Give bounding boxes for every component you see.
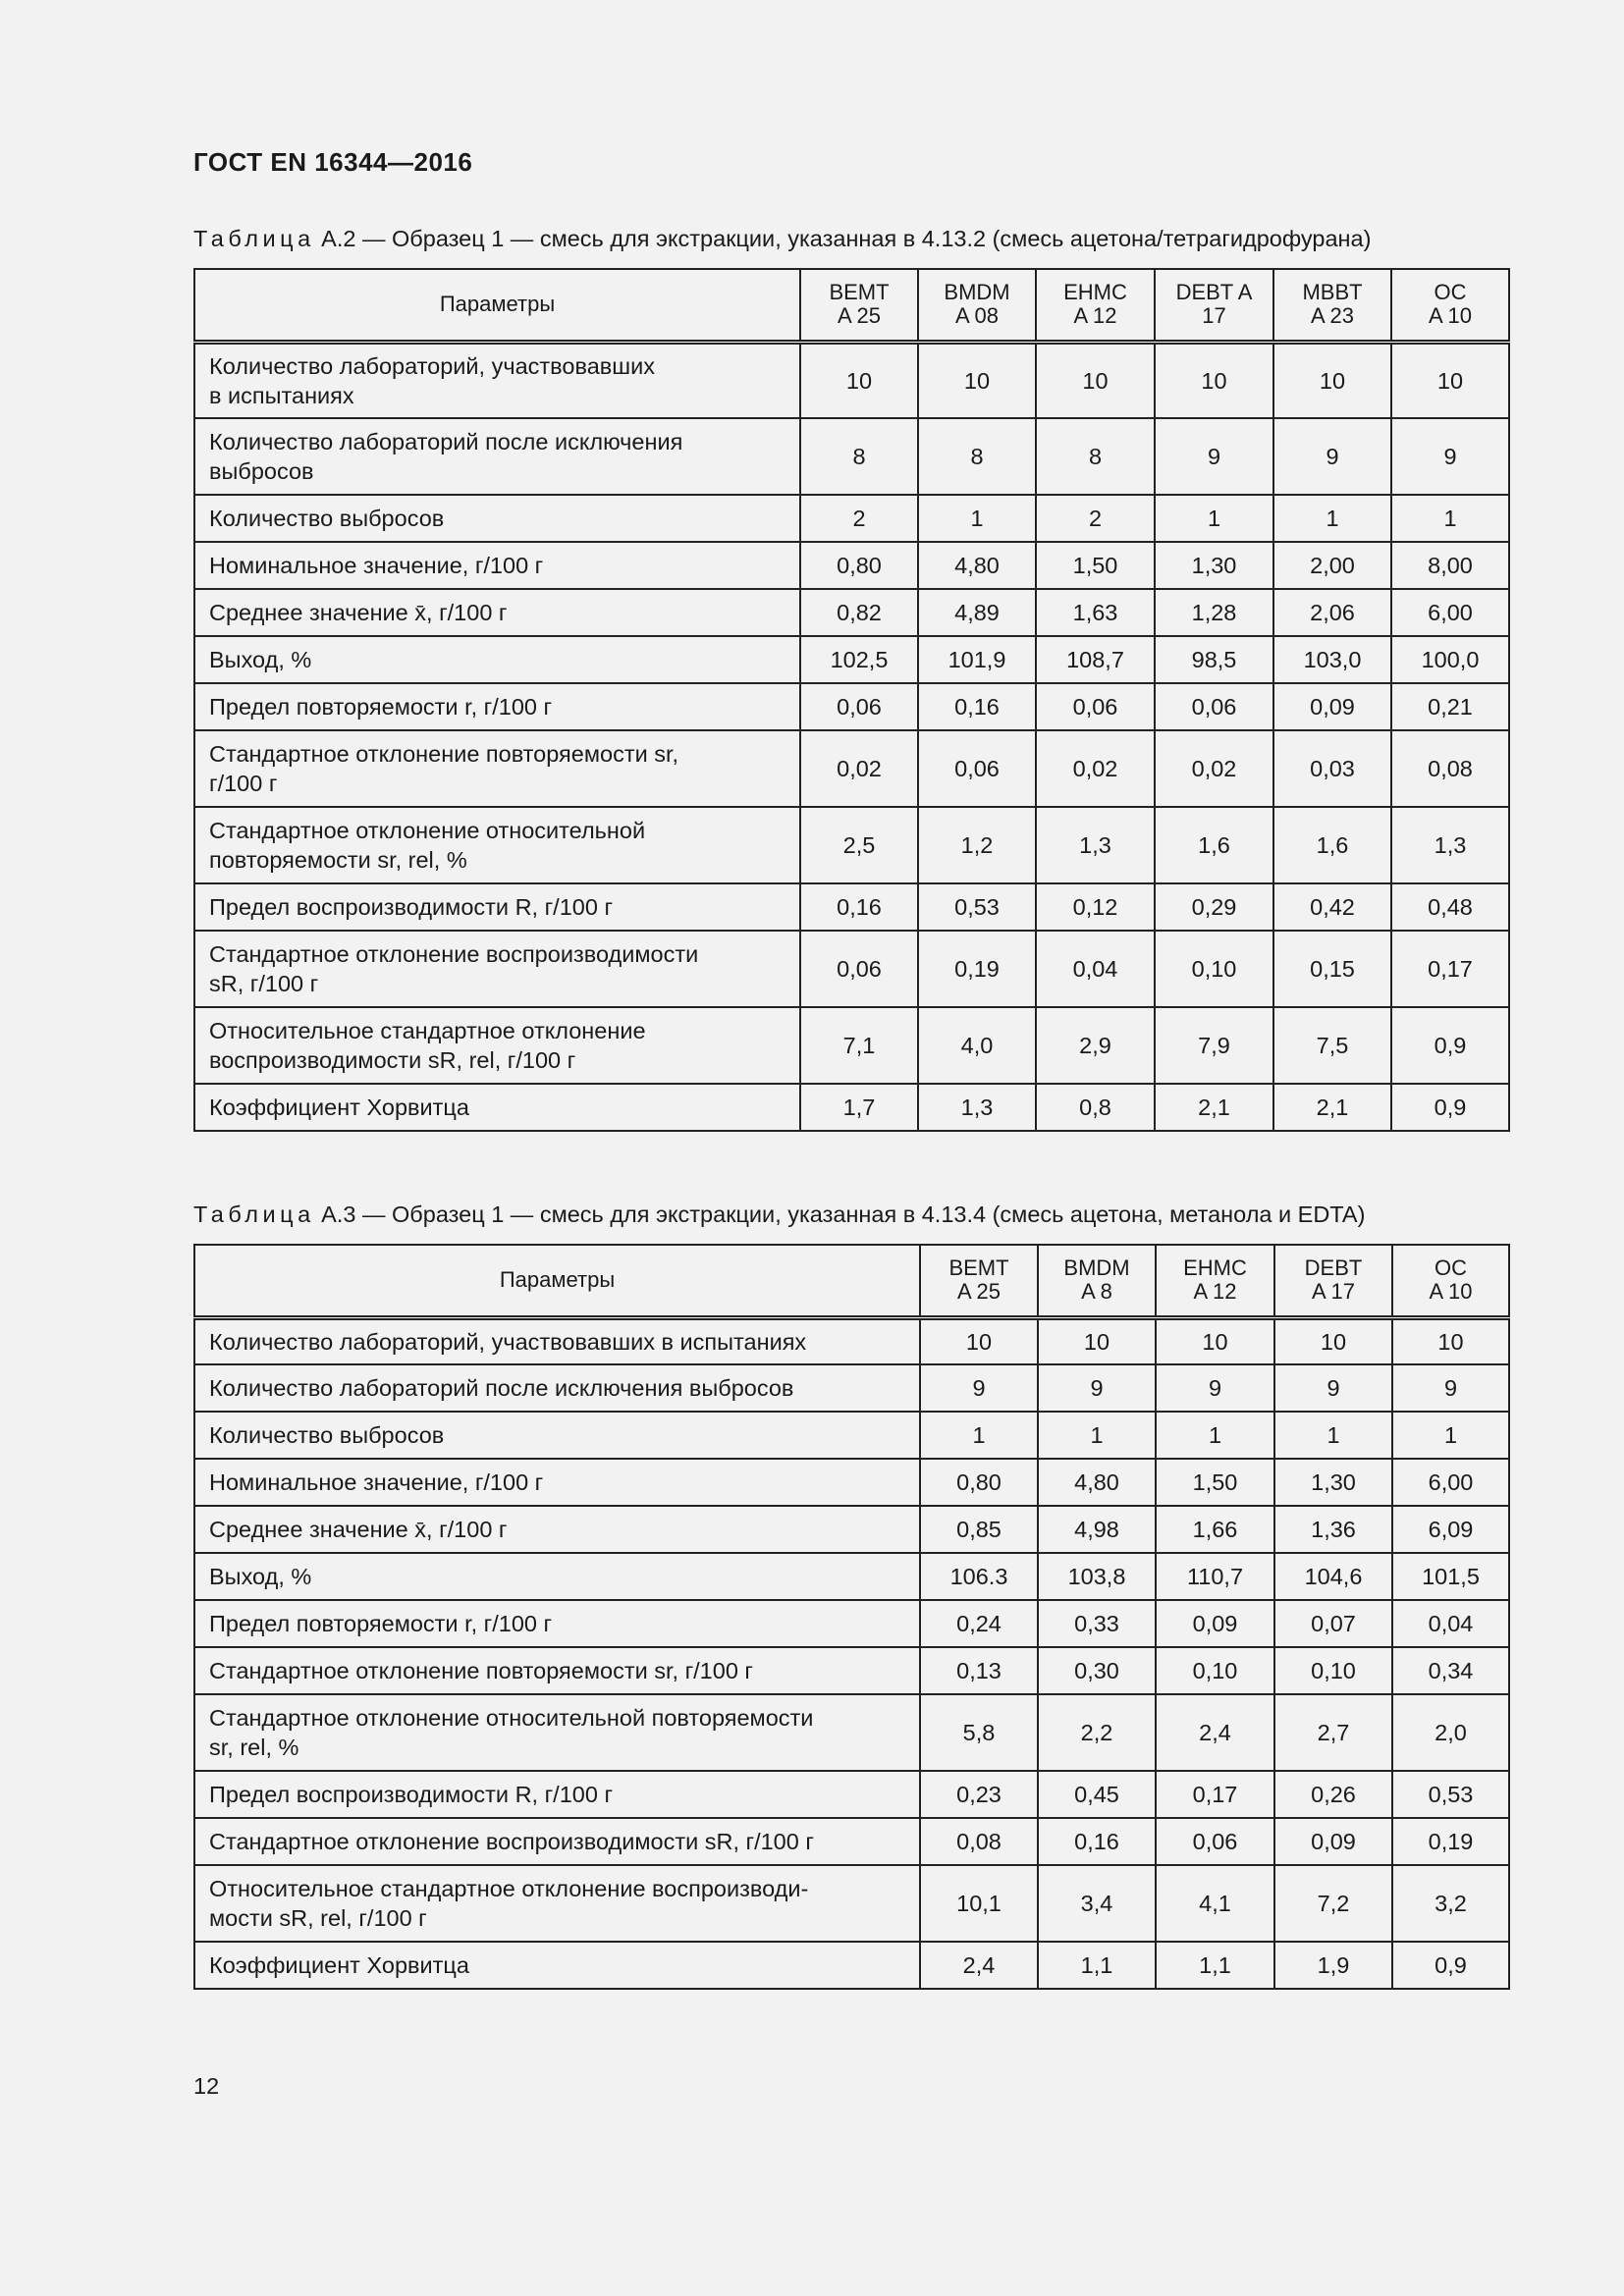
value-cell: 0,9 xyxy=(1391,1007,1509,1084)
column-header xyxy=(1155,269,1273,342)
value-cell: 0,17 xyxy=(1391,931,1509,1007)
value-cell: 2,0 xyxy=(1392,1694,1509,1771)
parameter-label-continued: воспроизводимости sR, rel, г/100 г xyxy=(209,1047,576,1073)
parameter-label: Относительное стандартное отклонение xyxy=(209,1018,646,1043)
column-header-code: A 25 xyxy=(956,1279,1001,1305)
parameter-cell xyxy=(194,1364,920,1412)
parameter-label: Среднее значение x̄, г/100 г xyxy=(209,1517,508,1542)
parameter-label: Количество лабораторий после исключения xyxy=(209,429,683,454)
value-cell: 0,12 xyxy=(1036,883,1155,931)
parameter-label: Количество лабораторий, участвовавших xyxy=(209,352,655,379)
value-cell: 10 xyxy=(920,1317,1038,1364)
table-row xyxy=(194,1865,1509,1942)
value-cell: 1,6 xyxy=(1155,807,1273,883)
document-header: ГОСТ EN 16344—2016 xyxy=(193,147,473,177)
column-header xyxy=(1274,1245,1392,1317)
parameter-label: Предел воспроизводимости R, г/100 г xyxy=(209,1782,614,1807)
value-cell: 0,9 xyxy=(1392,1942,1509,1989)
value-cell: 0,45 xyxy=(1038,1771,1156,1818)
parameter-label: Количество лабораторий, участвовавших в испытаниях xyxy=(209,1328,807,1355)
value-cell: 1,3 xyxy=(1391,807,1509,883)
value-cell: 0,15 xyxy=(1273,931,1391,1007)
column-header-name: BMDM xyxy=(944,280,1010,305)
value-cell: 7,5 xyxy=(1273,1007,1391,1084)
column-header-code: A 10 xyxy=(1428,303,1473,329)
value-cell: 0,80 xyxy=(800,542,918,589)
value-cell: 0,85 xyxy=(920,1506,1038,1553)
value-cell: 0,10 xyxy=(1274,1647,1392,1694)
parameter-label-continued: г/100 г xyxy=(209,771,278,796)
value-cell: 10 xyxy=(1392,1317,1509,1364)
value-cell: 103,8 xyxy=(1038,1553,1156,1600)
value-cell: 2,06 xyxy=(1273,589,1391,636)
parameter-cell xyxy=(194,342,800,418)
parameter-cell xyxy=(194,1865,920,1942)
value-cell: 0,8 xyxy=(1036,1084,1155,1131)
value-cell: 1 xyxy=(1274,1412,1392,1459)
value-cell: 0,19 xyxy=(1392,1818,1509,1865)
value-cell: 2,2 xyxy=(1038,1694,1156,1771)
value-cell: 0,42 xyxy=(1273,883,1391,931)
parameter-label-continued: в испытаниях xyxy=(209,382,354,408)
value-cell: 0,06 xyxy=(918,730,1036,807)
value-cell: 2,9 xyxy=(1036,1007,1155,1084)
column-header-name: OC xyxy=(1435,1255,1467,1281)
page-number: 12 xyxy=(193,2073,220,2099)
table-row xyxy=(194,542,1509,589)
parameter-label: Номинальное значение, г/100 г xyxy=(209,1469,544,1495)
parameter-cell xyxy=(194,1771,920,1818)
value-cell: 100,0 xyxy=(1391,636,1509,683)
value-cell: 0,09 xyxy=(1274,1818,1392,1865)
value-cell: 9 xyxy=(1274,1364,1392,1412)
value-cell: 0,34 xyxy=(1392,1647,1509,1694)
value-cell: 1,66 xyxy=(1156,1506,1274,1553)
value-cell: 1 xyxy=(920,1412,1038,1459)
column-header-code: A 12 xyxy=(1193,1279,1237,1305)
table-row xyxy=(194,1459,1509,1506)
column-header xyxy=(1273,269,1391,342)
value-cell: 8 xyxy=(800,418,918,495)
parameter-label: Количество выбросов xyxy=(209,1422,445,1448)
value-cell: 1,9 xyxy=(1274,1942,1392,1989)
value-cell: 0,33 xyxy=(1038,1600,1156,1647)
value-cell: 2,1 xyxy=(1155,1084,1273,1131)
value-cell: 10 xyxy=(1036,342,1155,418)
table-row xyxy=(194,1412,1509,1459)
table-row xyxy=(194,807,1509,883)
value-cell: 0,23 xyxy=(920,1771,1038,1818)
value-cell: 3,4 xyxy=(1038,1865,1156,1942)
table-row xyxy=(194,342,1509,418)
parameter-cell xyxy=(194,1459,920,1506)
value-cell: 0,04 xyxy=(1036,931,1155,1007)
value-cell: 1,30 xyxy=(1274,1459,1392,1506)
value-cell: 10 xyxy=(1273,342,1391,418)
value-cell: 4,98 xyxy=(1038,1506,1156,1553)
value-cell: 103,0 xyxy=(1273,636,1391,683)
column-header-name: EHMC xyxy=(1183,1255,1247,1281)
value-cell: 4,80 xyxy=(1038,1459,1156,1506)
value-cell: 1,36 xyxy=(1274,1506,1392,1553)
parameter-cell xyxy=(194,1084,800,1131)
column-header-code: A 12 xyxy=(1073,303,1117,329)
value-cell: 6,09 xyxy=(1392,1506,1509,1553)
column-header-code: 17 xyxy=(1202,303,1226,329)
value-cell: 2,4 xyxy=(1156,1694,1274,1771)
value-cell: 1 xyxy=(1391,495,1509,542)
value-cell: 0,02 xyxy=(1036,730,1155,807)
value-cell: 0,06 xyxy=(1155,683,1273,730)
value-cell: 9 xyxy=(1391,418,1509,495)
value-cell: 0,04 xyxy=(1392,1600,1509,1647)
value-cell: 1,2 xyxy=(918,807,1036,883)
column-header-name: BMDM xyxy=(1063,1255,1130,1281)
value-cell: 4,1 xyxy=(1156,1865,1274,1942)
parameter-cell xyxy=(194,418,800,495)
parameter-cell xyxy=(194,1818,920,1865)
parameter-cell xyxy=(194,589,800,636)
value-cell: 1 xyxy=(1273,495,1391,542)
parameter-cell xyxy=(194,1506,920,1553)
value-cell: 0,08 xyxy=(1391,730,1509,807)
value-cell: 0,30 xyxy=(1038,1647,1156,1694)
value-cell: 2 xyxy=(1036,495,1155,542)
parameter-label: Стандартное отклонение относительной xyxy=(209,818,646,843)
value-cell: 0,02 xyxy=(1155,730,1273,807)
value-cell: 9 xyxy=(1273,418,1391,495)
parameter-label: Относительное стандартное отклонение воспроизводи- xyxy=(209,1876,809,1901)
param-column-header: Параметры xyxy=(194,269,800,342)
column-header-name: MBBT xyxy=(1302,280,1363,305)
column-header-code: A 08 xyxy=(954,303,1000,329)
value-cell: 9 xyxy=(920,1364,1038,1412)
parameter-cell xyxy=(194,807,800,883)
column-header xyxy=(920,1245,1038,1317)
column-header-code: A 10 xyxy=(1429,1279,1473,1305)
column-header-name: EHMC xyxy=(1063,280,1127,305)
parameter-label: Выход, % xyxy=(209,647,312,672)
value-cell: 101,9 xyxy=(918,636,1036,683)
parameter-label-continued: выбросов xyxy=(209,458,314,484)
column-header xyxy=(1036,269,1155,342)
value-cell: 98,5 xyxy=(1155,636,1273,683)
column-header-name: DEBT A xyxy=(1175,280,1253,305)
value-cell: 1,3 xyxy=(918,1084,1036,1131)
value-cell: 3,2 xyxy=(1392,1865,1509,1942)
parameter-cell xyxy=(194,931,800,1007)
value-cell: 2,1 xyxy=(1273,1084,1391,1131)
parameter-label: Номинальное значение, г/100 г xyxy=(209,553,544,578)
parameter-label: Коэффициент Хорвитца xyxy=(209,1952,469,1978)
parameter-label-continued: мости sR, rel, г/100 г xyxy=(209,1905,427,1931)
value-cell: 0,10 xyxy=(1156,1647,1274,1694)
value-cell: 0,06 xyxy=(1156,1818,1274,1865)
parameter-cell xyxy=(194,1317,920,1364)
column-header xyxy=(1038,1245,1156,1317)
parameter-cell xyxy=(194,636,800,683)
parameter-cell xyxy=(194,1647,920,1694)
value-cell: 1,3 xyxy=(1036,807,1155,883)
parameter-label: Предел повторяемости r, г/100 г xyxy=(209,694,553,720)
value-cell: 8,00 xyxy=(1391,542,1509,589)
column-header xyxy=(800,269,918,342)
value-cell: 101,5 xyxy=(1392,1553,1509,1600)
value-cell: 0,16 xyxy=(800,883,918,931)
value-cell: 110,7 xyxy=(1156,1553,1274,1600)
table-a2-caption xyxy=(193,226,1371,252)
value-cell: 0,17 xyxy=(1156,1771,1274,1818)
value-cell: 104,6 xyxy=(1274,1553,1392,1600)
value-cell: 1,30 xyxy=(1155,542,1273,589)
column-header-name: DEBT xyxy=(1304,1255,1363,1281)
param-column-header: Параметры xyxy=(194,1245,920,1317)
value-cell: 9 xyxy=(1038,1364,1156,1412)
parameter-label: Стандартное отклонение повторяемости sr, г/100 г xyxy=(209,1658,753,1683)
table-a2-caption-text: А.2 — Образец 1 — смесь для экстракции, указанная в 4.13.2 (смесь ацетона/тетрагидрофурана) xyxy=(314,226,1372,251)
value-cell: 1 xyxy=(1392,1412,1509,1459)
table-a3-caption-prefix: Таблица xyxy=(193,1201,315,1227)
parameter-label-continued: повторяемости sr, rel, % xyxy=(209,847,467,873)
table-row xyxy=(194,589,1509,636)
value-cell: 0,03 xyxy=(1273,730,1391,807)
parameter-cell xyxy=(194,1942,920,1989)
table-row xyxy=(194,1553,1509,1600)
value-cell: 0,02 xyxy=(800,730,918,807)
value-cell: 0,16 xyxy=(918,683,1036,730)
value-cell: 9 xyxy=(1156,1364,1274,1412)
column-header-name: BEMT xyxy=(829,280,890,305)
value-cell: 2,7 xyxy=(1274,1694,1392,1771)
parameter-cell xyxy=(194,683,800,730)
value-cell: 10 xyxy=(1274,1317,1392,1364)
column-header-name: OC xyxy=(1434,280,1467,305)
column-header-code: A 23 xyxy=(1310,303,1355,329)
parameter-cell xyxy=(194,730,800,807)
column-header-code: A 17 xyxy=(1311,1279,1356,1305)
value-cell: 0,08 xyxy=(920,1818,1038,1865)
parameter-label-continued: sr, rel, % xyxy=(209,1735,299,1760)
parameter-cell xyxy=(194,1600,920,1647)
value-cell: 0,21 xyxy=(1391,683,1509,730)
table-row xyxy=(194,1818,1509,1865)
value-cell: 0,16 xyxy=(1038,1818,1156,1865)
table-row xyxy=(194,1600,1509,1647)
value-cell: 0,09 xyxy=(1156,1600,1274,1647)
value-cell: 106.3 xyxy=(920,1553,1038,1600)
parameter-label: Коэффициент Хорвитца xyxy=(209,1095,469,1120)
parameter-cell xyxy=(194,1007,800,1084)
table-a2 xyxy=(193,268,1510,1132)
parameter-label: Предел повторяемости r, г/100 г xyxy=(209,1611,553,1636)
column-header xyxy=(918,269,1036,342)
value-cell: 0,19 xyxy=(918,931,1036,1007)
table-row xyxy=(194,636,1509,683)
value-cell: 1 xyxy=(918,495,1036,542)
value-cell: 0,80 xyxy=(920,1459,1038,1506)
value-cell: 9 xyxy=(1155,418,1273,495)
value-cell: 9 xyxy=(1392,1364,1509,1412)
parameter-label: Стандартное отклонение относительной повторяемости xyxy=(209,1705,814,1731)
value-cell: 6,00 xyxy=(1392,1459,1509,1506)
parameter-cell xyxy=(194,542,800,589)
value-cell: 10 xyxy=(1038,1317,1156,1364)
value-cell: 4,80 xyxy=(918,542,1036,589)
table-row xyxy=(194,1084,1509,1131)
value-cell: 10 xyxy=(1391,342,1509,418)
table-row xyxy=(194,418,1509,495)
value-cell: 0,29 xyxy=(1155,883,1273,931)
value-cell: 7,1 xyxy=(800,1007,918,1084)
table-row xyxy=(194,495,1509,542)
table-a2-caption-prefix: Таблица xyxy=(193,226,315,251)
table-row xyxy=(194,1942,1509,1989)
column-header xyxy=(1392,1245,1509,1317)
parameter-label: Стандартное отклонение воспроизводимости xyxy=(209,941,699,967)
value-cell: 2,4 xyxy=(920,1942,1038,1989)
parameter-label: Количество выбросов xyxy=(209,506,445,531)
column-header-code: A 25 xyxy=(837,303,882,329)
table-row xyxy=(194,1647,1509,1694)
table-a3 xyxy=(193,1244,1510,1990)
value-cell: 8 xyxy=(1036,418,1155,495)
value-cell: 1,1 xyxy=(1156,1942,1274,1989)
value-cell: 4,89 xyxy=(918,589,1036,636)
column-header-name: BEMT xyxy=(948,1255,1009,1281)
parameter-label: Стандартное отклонение воспроизводимости sR, г/100 г xyxy=(209,1829,814,1854)
parameter-label: Предел воспроизводимости R, г/100 г xyxy=(209,894,614,920)
value-cell: 1,50 xyxy=(1156,1459,1274,1506)
value-cell: 10 xyxy=(1156,1317,1274,1364)
value-cell: 0,9 xyxy=(1391,1084,1509,1131)
value-cell: 2,5 xyxy=(800,807,918,883)
parameter-cell xyxy=(194,883,800,931)
value-cell: 10,1 xyxy=(920,1865,1038,1942)
value-cell: 0,09 xyxy=(1273,683,1391,730)
value-cell: 108,7 xyxy=(1036,636,1155,683)
parameter-cell xyxy=(194,1412,920,1459)
table-row xyxy=(194,1771,1509,1818)
table-row xyxy=(194,730,1509,807)
value-cell: 2,00 xyxy=(1273,542,1391,589)
table-a2-header-row xyxy=(194,269,1509,342)
parameter-label: Количество лабораторий после исключения выбросов xyxy=(209,1375,794,1401)
table-row xyxy=(194,1364,1509,1412)
parameter-cell xyxy=(194,495,800,542)
value-cell: 1 xyxy=(1155,495,1273,542)
value-cell: 0,06 xyxy=(800,931,918,1007)
table-row xyxy=(194,1007,1509,1084)
table-a3-header-row xyxy=(194,1245,1509,1317)
table-row xyxy=(194,883,1509,931)
value-cell: 1,28 xyxy=(1155,589,1273,636)
parameter-label: Выход, % xyxy=(209,1564,312,1589)
value-cell: 5,8 xyxy=(920,1694,1038,1771)
value-cell: 1 xyxy=(1038,1412,1156,1459)
parameter-label-continued: sR, г/100 г xyxy=(209,971,319,996)
value-cell: 10 xyxy=(1155,342,1273,418)
value-cell: 102,5 xyxy=(800,636,918,683)
value-cell: 0,82 xyxy=(800,589,918,636)
table-a3-caption-text: А.3 — Образец 1 — смесь для экстракции, указанная в 4.13.4 (смесь ацетона, метанола и EDTA) xyxy=(314,1201,1366,1227)
value-cell: 1,1 xyxy=(1038,1942,1156,1989)
value-cell: 10 xyxy=(800,342,918,418)
column-header-code: A 8 xyxy=(1081,1279,1112,1305)
parameter-cell xyxy=(194,1694,920,1771)
value-cell: 1,6 xyxy=(1273,807,1391,883)
table-row xyxy=(194,683,1509,730)
value-cell: 10 xyxy=(918,342,1036,418)
table-a3-caption xyxy=(193,1201,1365,1228)
value-cell: 0,24 xyxy=(920,1600,1038,1647)
value-cell: 0,06 xyxy=(800,683,918,730)
value-cell: 0,10 xyxy=(1155,931,1273,1007)
column-header xyxy=(1391,269,1509,342)
value-cell: 1,63 xyxy=(1036,589,1155,636)
value-cell: 0,06 xyxy=(1036,683,1155,730)
value-cell: 7,2 xyxy=(1274,1865,1392,1942)
table-row xyxy=(194,1506,1509,1553)
value-cell: 1,50 xyxy=(1036,542,1155,589)
value-cell: 2 xyxy=(800,495,918,542)
value-cell: 0,07 xyxy=(1274,1600,1392,1647)
value-cell: 1,7 xyxy=(800,1084,918,1131)
value-cell: 6,00 xyxy=(1391,589,1509,636)
value-cell: 0,13 xyxy=(920,1647,1038,1694)
value-cell: 1 xyxy=(1156,1412,1274,1459)
column-header xyxy=(1156,1245,1274,1317)
value-cell: 4,0 xyxy=(918,1007,1036,1084)
table-row xyxy=(194,1694,1509,1771)
value-cell: 7,9 xyxy=(1155,1007,1273,1084)
table-row xyxy=(194,931,1509,1007)
parameter-label: Стандартное отклонение повторяемости sr, xyxy=(209,741,679,767)
table-row xyxy=(194,1317,1509,1364)
value-cell: 0,53 xyxy=(1392,1771,1509,1818)
value-cell: 8 xyxy=(918,418,1036,495)
value-cell: 0,53 xyxy=(918,883,1036,931)
parameter-label: Среднее значение x̄, г/100 г xyxy=(209,600,508,625)
parameter-cell xyxy=(194,1553,920,1600)
value-cell: 0,48 xyxy=(1391,883,1509,931)
value-cell: 0,26 xyxy=(1274,1771,1392,1818)
